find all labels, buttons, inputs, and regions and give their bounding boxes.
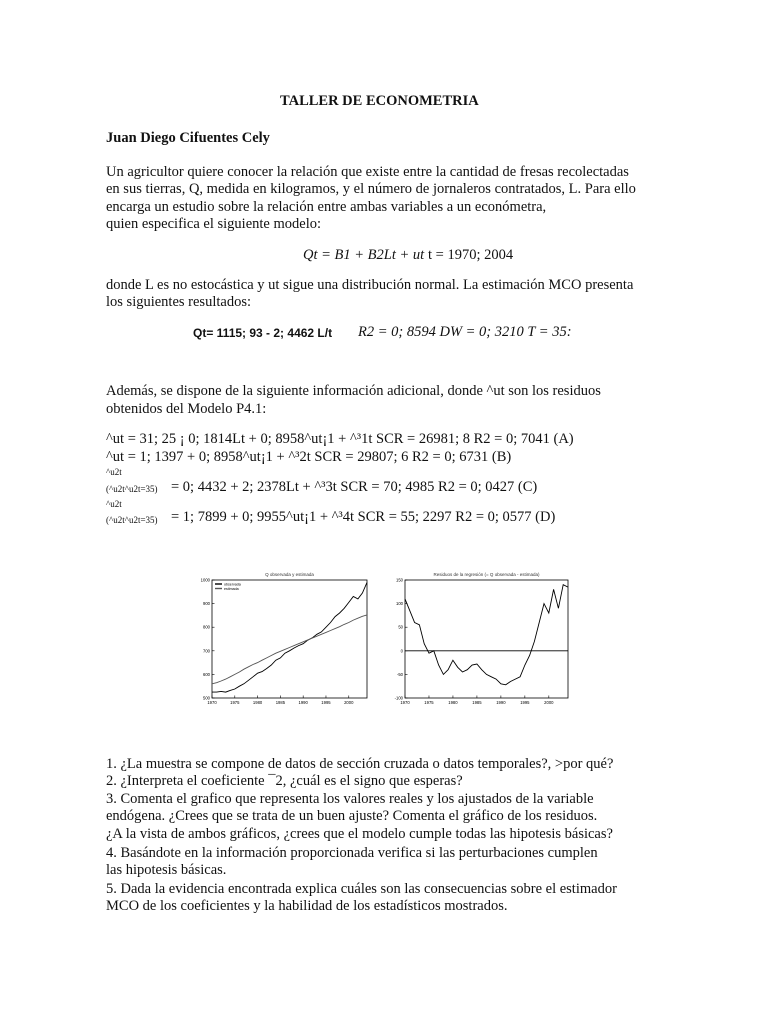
equation-d-numerator: ^u2t: [106, 499, 122, 509]
x-tick-label: 2000: [344, 700, 354, 705]
y-tick-label: 0: [400, 648, 403, 654]
intro-line: quien especifica el siguiente modelo:: [106, 216, 322, 232]
y-tick-label: 1000: [200, 577, 210, 583]
y-tick-label: 150: [396, 577, 403, 583]
x-tick-label: 1995: [321, 700, 331, 705]
y-tick-label: 900: [203, 601, 210, 607]
question-line: 5. Dada la evidencia encontrada explica cuáles son las consecuencias sobre el estimador: [106, 881, 617, 897]
x-tick-label: 1970: [207, 700, 217, 705]
y-tick-label: 600: [203, 671, 210, 677]
series-line-1: [405, 585, 568, 685]
model-range: t = 1970; 2004: [428, 247, 514, 263]
series-line-1: [212, 582, 367, 692]
equation-d: = 1; 7899 + 0; 9955^ut¡1 + ^³4t SCR = 55; 2297 R2 = 0; 0577 (D): [171, 509, 556, 525]
x-tick-label: 1980: [252, 700, 263, 705]
equation-c-numerator: ^u2t: [106, 467, 122, 477]
equation-d-denominator: (^u2t^u2t=35): [106, 515, 158, 525]
question-line: 2. ¿Interpreta el coeficiente ¯2, ¿cuál es el signo que esperas?: [106, 773, 463, 789]
y-tick-label: 100: [396, 601, 403, 607]
y-tick-label: 500: [203, 695, 210, 701]
y-tick-label: 800: [203, 624, 210, 630]
intro-line: Un agricultor quiere conocer la relación que existe entre la cantidad de fresas recolectadas: [106, 164, 629, 180]
legend-label: observada: [224, 582, 241, 587]
donde-line: donde L es no estocástica y ut sigue una distribución normal. La estimación MCO presenta: [106, 277, 634, 293]
donde-line: los siguientes resultados:: [106, 294, 251, 310]
x-tick-label: 1985: [472, 700, 482, 705]
chart-title: Residuos de la regresión (= Q observada - estimada): [433, 572, 540, 577]
x-tick-label: 1990: [298, 700, 308, 705]
question-line: endógena. ¿Crees que se trata de un buen ajuste? Comenta el gráfico de los residuos.: [106, 808, 598, 824]
x-tick-label: 1970: [400, 700, 410, 705]
y-tick-label: -100: [394, 695, 403, 701]
page-title: TALLER DE ECONOMETRIA: [280, 93, 479, 109]
author-name: Juan Diego Cifuentes Cely: [106, 130, 270, 146]
question-line: MCO de los coeficientes y la habilidad de los estadísticos mostrados.: [106, 898, 508, 914]
x-tick-label: 1980: [448, 700, 458, 705]
ademas-line: obtenidos del Modelo P4.1:: [106, 401, 267, 417]
intro-line: encarga un estudio sobre la relación entre ambas variables a un económetra,: [106, 199, 547, 215]
plot-frame: [405, 580, 568, 698]
model-equation: Qt = B1 + B2Lt + ut: [303, 247, 425, 263]
equation-c: = 0; 4432 + 2; 2378Lt + ^³3t SCR = 70; 4985 R2 = 0; 0427 (C): [171, 479, 538, 495]
observed-vs-fitted-chart: [180, 565, 375, 710]
plot-frame: [212, 580, 367, 698]
equation-a: ^ut = 31; 25 ¡ 0; 1814Lt + 0; 8958^ut¡1 + ^³1t SCR = 26981; 8 R2 = 0; 7041 (A): [106, 431, 574, 447]
x-tick-label: 1985: [275, 700, 286, 705]
question-line: 3. Comenta el grafico que representa los valores reales y los ajustados de la variable: [106, 791, 594, 807]
question-line: 1. ¿La muestra se compone de datos de sección cruzada o datos temporales?, >por qué?: [106, 756, 614, 772]
x-tick-label: 2000: [544, 700, 554, 705]
legend-label: estimada: [224, 586, 239, 591]
question-line: las hipotesis básicas.: [106, 862, 227, 878]
residuals-chart: [385, 565, 575, 710]
x-tick-label: 1990: [496, 700, 506, 705]
y-tick-label: 700: [203, 648, 210, 654]
question-line: ¿A la vista de ambos gráficos, ¿crees que el modelo cumple todas las hipotesis básicas?: [106, 826, 613, 842]
series-line-2: [212, 615, 367, 684]
question-line: 4. Basándote en la información proporcionada verifica si las perturbaciones cumplen: [106, 845, 598, 861]
y-tick-label: 50: [398, 624, 403, 630]
estimation-stats: R2 = 0; 8594 DW = 0; 3210 T = 35:: [358, 324, 572, 340]
x-tick-label: 1975: [424, 700, 434, 705]
equation-c-denominator: (^u2t^u2t=35): [106, 484, 158, 494]
y-tick-label: -50: [396, 671, 403, 677]
x-tick-label: 1975: [230, 700, 240, 705]
chart-title: Q observada y estimada: [265, 572, 314, 577]
intro-line: en sus tierras, Q, medida en kilogramos, y el número de jornaleros contratados, L. Para ello: [106, 181, 636, 197]
equation-b: ^ut = 1; 1397 + 0; 8958^ut¡1 + ^³2t SCR = 29807; 6 R2 = 0; 6731 (B): [106, 449, 512, 465]
ademas-line: Además, se dispone de la siguiente información adicional, donde ^ut son los residuos: [106, 383, 601, 399]
estimation-equation: Qt= 1115; 93 - 2; 4462 L/t: [193, 326, 333, 340]
x-tick-label: 1995: [520, 700, 530, 705]
